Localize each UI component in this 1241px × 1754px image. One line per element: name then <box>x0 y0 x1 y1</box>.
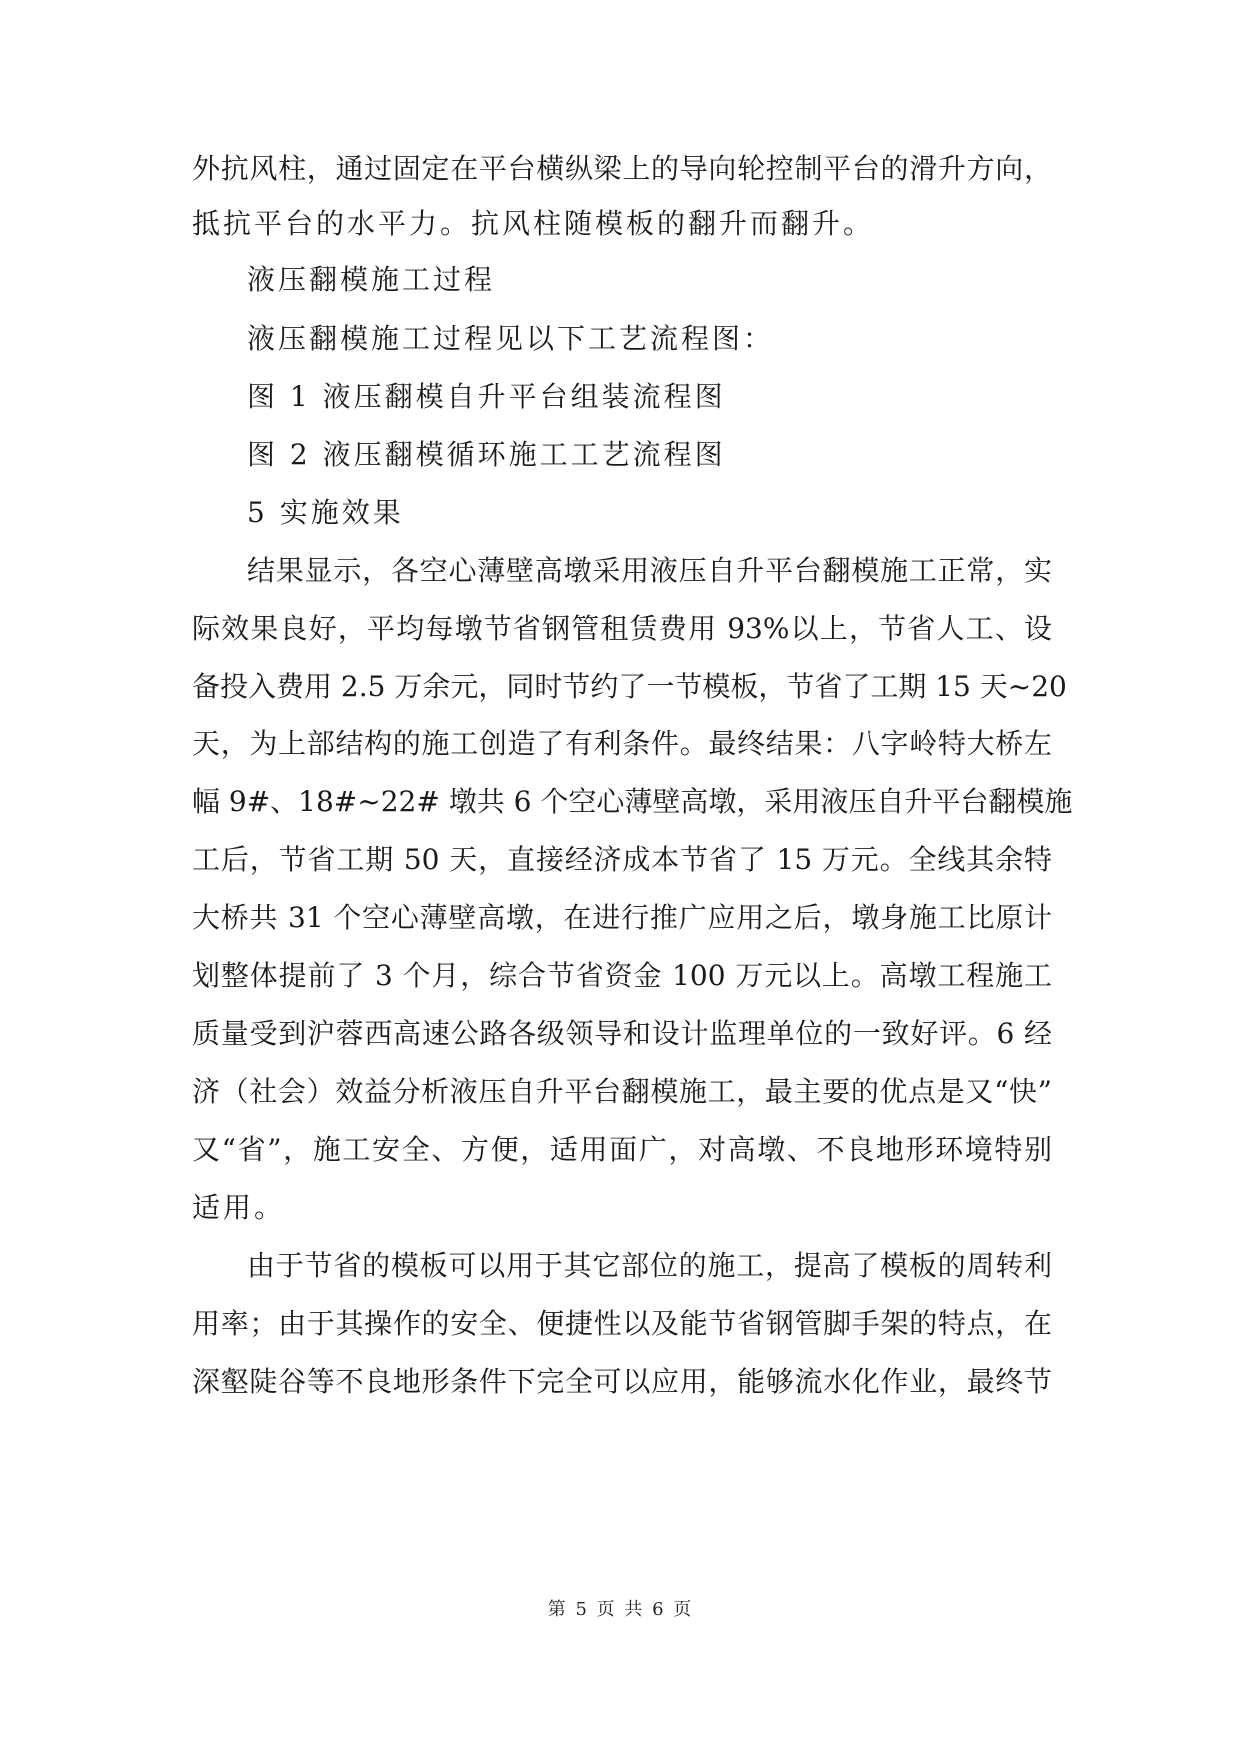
section-heading: 5 实施效果 <box>247 496 404 529</box>
paragraph-line: 又“省”，施工安全、方便，适用面广，对高墩、不良地形环境特别 <box>192 1133 1052 1166</box>
paragraph-line: 工后，节省工期 50 天，直接经济成本节省了 15 万元。全线其余特 <box>192 843 1052 876</box>
page-footer: 第 5 页 共 6 页 <box>547 1599 694 1620</box>
paragraph-line: 幅 9#、18#~22# 墩共 6 个空心薄壁高墩，采用液压自升平台翻模施 <box>192 785 1073 818</box>
paragraph-line: 液压翻模施工过程见以下工艺流程图： <box>247 322 775 355</box>
paragraph-line: 由于节省的模板可以用于其它部位的施工，提高了模板的周转利 <box>247 1249 1052 1282</box>
paragraph-line: 外抗风柱，通过固定在平台横纵梁上的导向轮控制平台的滑升方向， <box>192 152 1052 185</box>
paragraph-line: 济（社会）效益分析液压自升平台翻模施工，最主要的优点是又“快” <box>192 1075 1052 1108</box>
paragraph-line: 天，为上部结构的施工创造了有利条件。最终结果：八字岭特大桥左 <box>192 727 1052 760</box>
paragraph-line: 适用。 <box>192 1191 286 1224</box>
paragraph-line: 划整体提前了 3 个月，综合节省资金 100 万元以上。高墩工程施工 <box>192 959 1052 992</box>
paragraph-line: 际效果良好，平均每墩节省钢管租赁费用 93%以上，节省人工、设 <box>192 612 1052 645</box>
paragraph-line: 大桥共 31 个空心薄壁高墩，在进行推广应用之后，墩身施工比原计 <box>192 901 1052 934</box>
paragraph-line: 深壑陡谷等不良地形条件下完全可以应用，能够流水化作业，最终节 <box>192 1365 1052 1398</box>
figure-caption: 图 2 液压翻模循环施工工艺流程图 <box>247 438 726 471</box>
figure-caption: 图 1 液压翻模自升平台组装流程图 <box>247 380 726 413</box>
paragraph-line: 结果显示，各空心薄壁高墩采用液压自升平台翻模施工正常，实 <box>247 554 1052 587</box>
paragraph-line: 抵抗平台的水平力。抗风柱随模板的翻升而翻升。 <box>192 207 875 240</box>
paragraph-line: 备投入费用 2.5 万余元，同时节约了一节模板，节省了工期 15 天~20 <box>192 670 1067 703</box>
section-heading: 液压翻模施工过程 <box>247 263 496 296</box>
paragraph-line: 质量受到沪蓉西高速公路各级领导和设计监理单位的一致好评。6 经 <box>192 1017 1052 1050</box>
paragraph-line: 用率；由于其操作的安全、便捷性以及能节省钢管脚手架的特点，在 <box>192 1307 1052 1340</box>
